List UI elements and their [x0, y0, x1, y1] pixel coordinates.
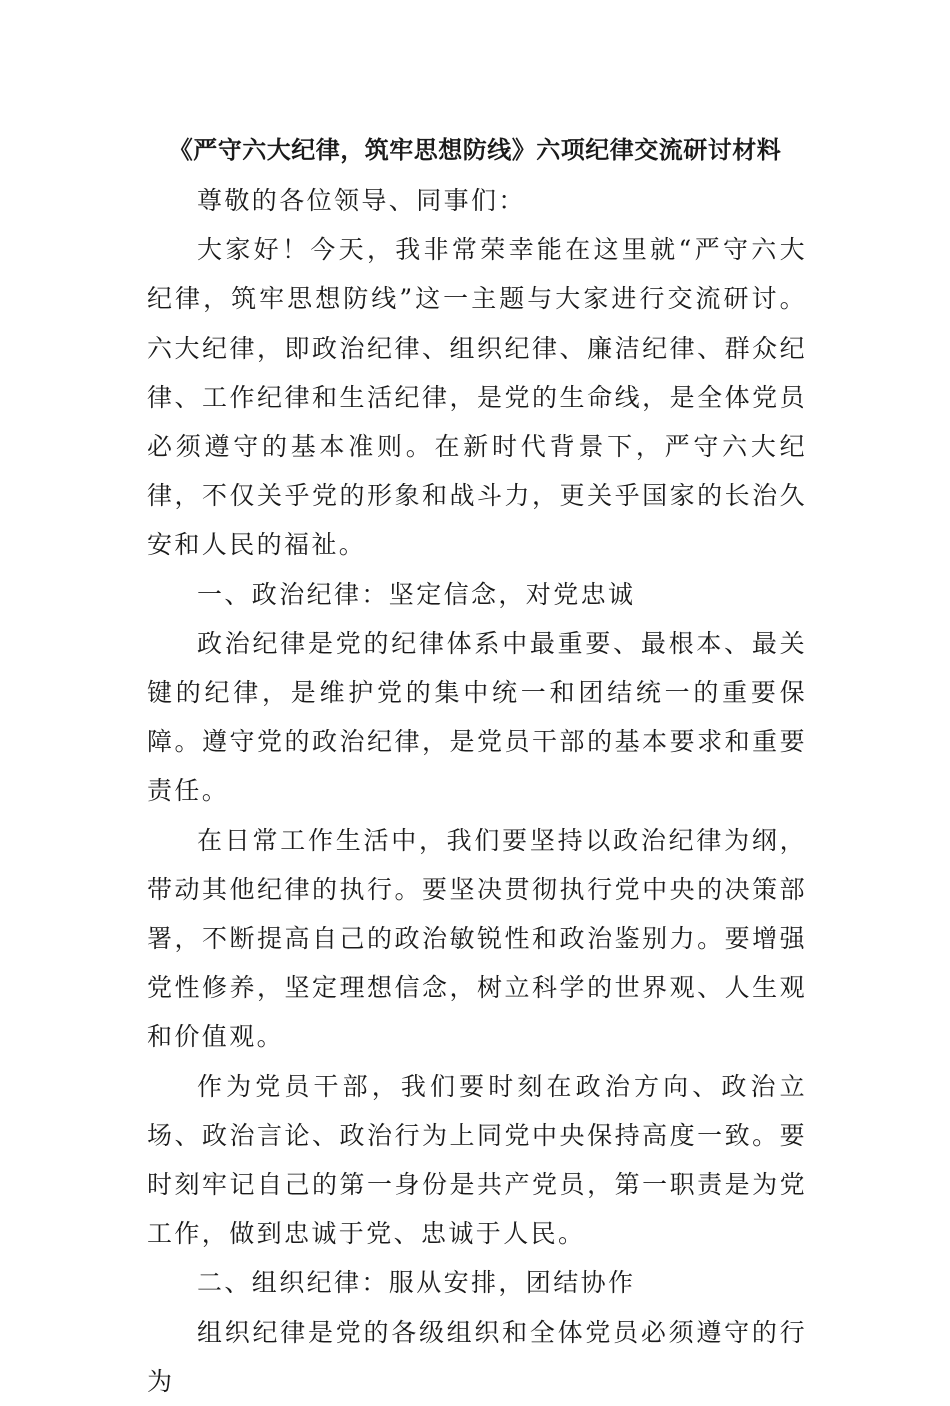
- intro-paragraph: 大家好！今天，我非常荣幸能在这里就“严守六大纪律，筑牢思想防线”这一主题与大家进行交流研讨。六大纪律，即政治纪律、组织纪律、廉洁纪律、群众纪律、工作纪律和生活纪律，是党的生命线，是全体党员必须遵守的基本准则。在新时代背景下，严守六大纪律，不仅关乎党的形象和战斗力，更关乎国家的长治久安和人民的福祉。: [147, 235, 807, 560]
- body-paragraph: 在日常工作生活中，我们要坚持以政治纪律为纲，带动其他纪律的执行。要坚决贯彻执行党中央的决策部署，不断提高自己的政治敏锐性和政治鉴别力。要增强党性修养，坚定理想信念，树立科学的世界观、人生观和价值观。: [147, 825, 807, 1052]
- document-title: 《严守六大纪律，筑牢思想防线》六项纪律交流研讨材料: [168, 135, 782, 164]
- section-heading-organizational: 二、组织纪律：服从安排，团结协作: [197, 1268, 636, 1298]
- salutation-paragraph: 尊敬的各位领导、同事们：: [197, 186, 526, 215]
- document-body: [147, 176, 807, 1406]
- body-paragraph: 作为党员干部，我们要时刻在政治方向、政治立场、政治言论、政治行为上同党中央保持高度一致。要时刻牢记自己的第一身份是共产党员，第一职责是为党工作，做到忠诚于党、忠诚于人民。: [147, 1071, 807, 1249]
- body-paragraph: 组织纪律是党的各级组织和全体党员必须遵守的行为: [147, 1317, 807, 1396]
- section-heading-political: 一、政治纪律：坚定信念，对党忠诚: [197, 579, 636, 609]
- body-paragraph: 政治纪律是党的纪律体系中最重要、最根本、最关键的纪律，是维护党的集中统一和团结统一的重要保障。遵守党的政治纪律，是党员干部的基本要求和重要责任。: [147, 628, 807, 806]
